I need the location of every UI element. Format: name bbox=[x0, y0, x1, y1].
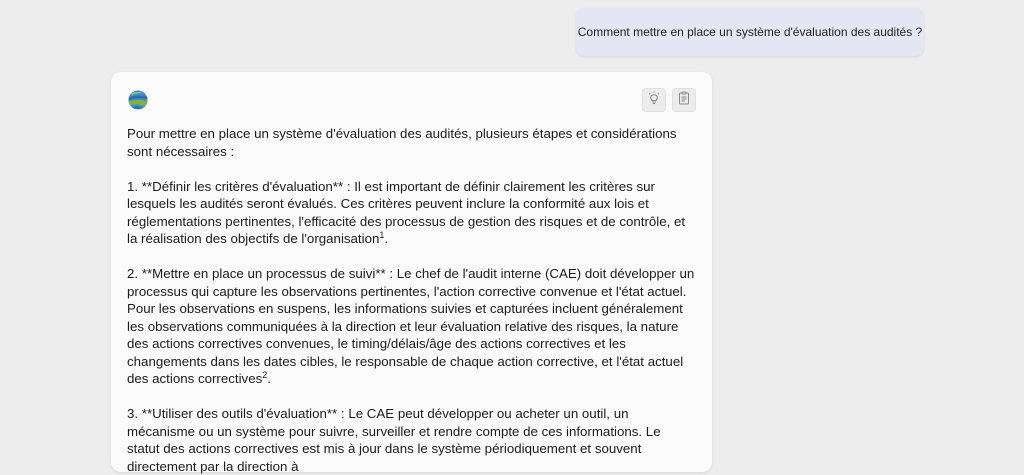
assistant-response-card bbox=[111, 72, 712, 472]
user-message-text: Comment mettre en place un système d'évaluation des audités ? bbox=[577, 25, 923, 39]
response-text bbox=[127, 125, 696, 475]
point-text: 2. **Mettre en place un processus de suivi** : Le chef de l'audit interne (CAE) doit développer un processus qui capture les observations pertinentes, l'action corrective convenue et l'état actuel. Pour les observations en suspens, les informations suivies et capturées incluent généralement les observations communiquées à la direction et leur évaluation relative des risques, la nature des actions correctives convenues, le timing/délais/âge des actions correctives et les changements dans les dates cibles, le responsable de chaque action corrective, et l'état actuel des actions correctives bbox=[127, 266, 695, 386]
citation-ref[interactable]: 1 bbox=[379, 230, 385, 240]
response-actions bbox=[642, 88, 696, 112]
globe-logo-icon bbox=[127, 89, 149, 111]
point-text: 1. **Définir les critères d'évaluation** : Il est important de définir clairement les critères sur lesquels les audités seront évalués. Ces critères peuvent inclure la conformité aux lois et réglementations pertinentes, l'efficacité des processus de gestion des risques et de contrôle, et la réalisation des objectifs de l'organisation bbox=[127, 178, 686, 246]
lightbulb-button[interactable] bbox=[642, 88, 666, 112]
response-point-3 bbox=[127, 405, 696, 475]
point-text: 3. **Utiliser des outils d'évaluation** : Le CAE peut développer ou acheter un outil, un mécanisme ou un système pour suivre, surveiller et rendre compte de ces informations. Le statut des actions correctives est mis à jour dans le système périodiquement et souvent directement par la direction à bbox=[127, 406, 661, 474]
response-header bbox=[127, 89, 696, 111]
clipboard-icon bbox=[677, 91, 691, 110]
response-point-2 bbox=[127, 265, 696, 388]
point-end: . bbox=[384, 231, 389, 246]
point-end: . bbox=[267, 371, 271, 386]
user-message-bubble bbox=[576, 8, 924, 56]
lightbulb-icon bbox=[647, 91, 661, 110]
citation-ref[interactable]: 2 bbox=[262, 370, 268, 380]
copy-button[interactable] bbox=[672, 88, 696, 112]
response-point-1 bbox=[127, 178, 696, 248]
response-intro: Pour mettre en place un système d'évaluation des audités, plusieurs étapes et considérations sont nécessaires : bbox=[127, 126, 677, 159]
